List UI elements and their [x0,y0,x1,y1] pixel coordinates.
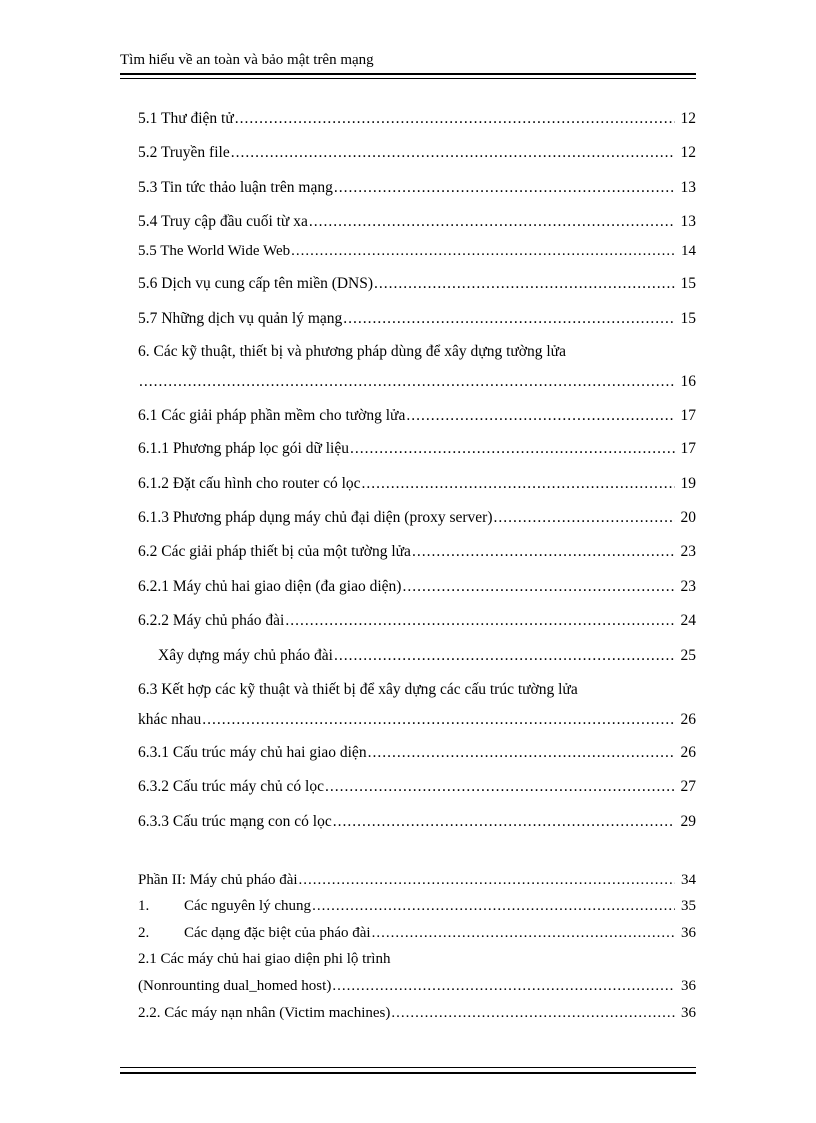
toc-entry-title-line[interactable]: 2.1 Các máy chủ hai giao diện phi lộ trình [138,951,391,967]
list-number: 2. [138,925,150,941]
toc-entry[interactable]: 6.3.2 Cấu trúc máy chủ có lọc ..... 27 [138,778,696,796]
toc-entry[interactable]: 5.3 Tin tức thảo luận trên mạng ..... 13 [138,179,696,197]
toc-entry[interactable]: 6.1.2 Đặt cấu hình cho router có lọc ..... 19 [138,475,696,493]
toc-entry[interactable]: 2.2. Các máy nạn nhân (Victim machines) ..... 36 [138,1005,696,1022]
toc-entry[interactable]: 2. Các dạng đặc biệt của pháo đài ..... 36 [138,925,696,942]
footer-rule-thick [120,1072,696,1074]
toc-entry[interactable]: 6.3.3 Cấu trúc mạng con có lọc ..... 29 [138,813,696,831]
toc-entry[interactable]: 5.4 Truy cập đầu cuối từ xa ..... 13 [138,213,696,231]
toc-entry[interactable]: 6.1.3 Phương pháp dụng máy chủ đại diện (proxy server) ..... 20 [138,509,696,527]
page-header: Tìm hiểu về an toàn và bảo mật trên mạng [120,52,374,68]
toc-entry-title-line[interactable]: 6. Các kỹ thuật, thiết bị và phương pháp dùng để xây dựng tường lửa [138,343,566,360]
toc-entry[interactable]: 6.2 Các giải pháp thiết bị của một tường lửa ..... 23 [138,543,696,561]
toc-entry[interactable]: 1. Các nguyên lý chung ..... 35 [138,898,696,915]
list-number: 1. [138,898,150,914]
toc-entry[interactable]: 6.1.1 Phương pháp lọc gói dữ liệu ..... 17 [138,440,696,458]
toc-entry-title-line[interactable]: 6.3 Kết hợp các kỹ thuật và thiết bị để xây dựng các cấu trúc tường lửa [138,681,578,698]
toc-entry-leader-line[interactable]: ..... 16 [138,373,696,391]
toc-entry[interactable]: 5.5 The World Wide Web ..... 14 [138,243,696,260]
toc-entry[interactable]: 5.1 Thư điện tử ..... 12 [138,110,696,128]
toc-entry-cont-line[interactable]: (Nonrounting dual_homed host) ..... 36 [138,978,696,995]
toc-entry[interactable]: 5.7 Những dịch vụ quản lý mạng ..... 15 [138,310,696,328]
toc-entry-cont-line[interactable]: khác nhau ..... 26 [138,711,696,729]
toc-entry[interactable]: 6.1 Các giải pháp phần mềm cho tường lửa ..... 17 [138,407,696,425]
header-rule-thick [120,73,696,75]
footer-rule-thin [120,1067,696,1068]
toc-entry[interactable]: 6.2.2 Máy chủ pháo đài ..... 24 [138,612,696,630]
toc-entry[interactable]: 5.6 Dịch vụ cung cấp tên miền (DNS) ..... 15 [138,275,696,293]
toc-entry[interactable]: 6.2.1 Máy chủ hai giao diện (đa giao diện) ..... 23 [138,578,696,596]
toc-entry[interactable]: 6.3.1 Cấu trúc máy chủ hai giao diện ..... 26 [138,744,696,762]
toc-entry[interactable]: 5.2 Truyền file ..... 12 [138,144,696,162]
toc-entry[interactable]: Xây dựng máy chủ pháo đài ..... 25 [158,647,696,665]
toc-entry[interactable]: Phần II: Máy chủ pháo đài ..... 34 [138,872,696,889]
header-rule-thin [120,78,696,79]
